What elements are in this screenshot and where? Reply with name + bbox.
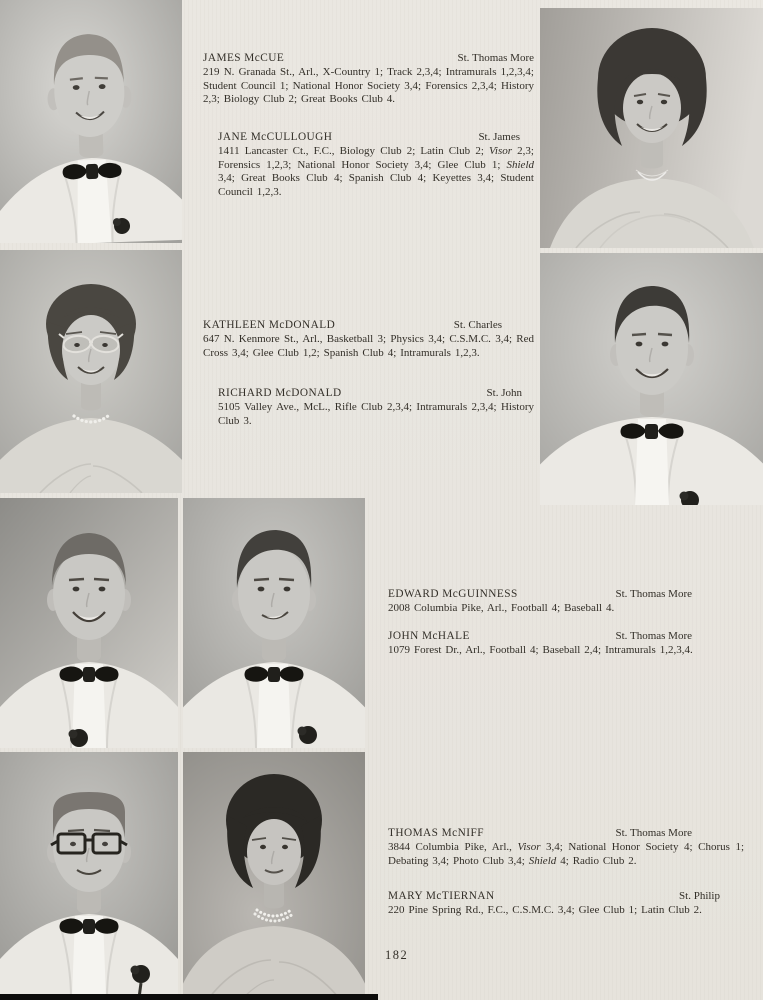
student-name: EDWARD McGUINNESS	[388, 588, 518, 600]
portrait-photo-james-mccue	[0, 0, 182, 243]
portrait-illustration	[540, 253, 763, 505]
student-details: 5105 Valley Ave., McL., Rifle Club 2,3,4; Intramurals 2,3,4; History Club 3.	[218, 401, 534, 427]
parish-name: St. Philip	[679, 890, 720, 902]
student-name: RICHARD McDONALD	[218, 387, 342, 399]
parish-name: St. Thomas More	[615, 630, 692, 642]
entry-header	[388, 827, 744, 840]
student-details: 219 N. Granada St., Arl., X-Country 1; Track 2,3,4; Intramurals 1,2,3,4; Student Council 1; National Honor Society 3,4; Forensics 2,3,4; History 2,3; Biology Club 2; Great Books Club 4.	[203, 66, 534, 106]
portrait-illustration	[0, 498, 178, 748]
entry-james-mccue	[203, 52, 534, 107]
parish-name: St. James	[478, 131, 520, 143]
portrait-photo-mary-mctiernan	[183, 752, 365, 998]
entry-header	[203, 319, 534, 332]
scan-edge-bar	[0, 994, 378, 1000]
portrait-photo-kathleen-mcdonald	[0, 250, 182, 493]
entry-header	[388, 588, 744, 601]
entry-thomas-mcniff	[388, 827, 744, 868]
page-number: 182	[385, 948, 409, 962]
student-name: KATHLEEN McDONALD	[203, 319, 336, 331]
student-name: JANE McCULLOUGH	[218, 131, 333, 143]
student-details: 2008 Columbia Pike, Arl., Football 4; Baseball 4.	[388, 602, 615, 615]
entry-header	[218, 131, 534, 144]
portrait-photo-john-mchale	[183, 498, 365, 748]
portrait-illustration	[0, 752, 178, 998]
parish-name: St. Thomas More	[457, 52, 534, 64]
student-details: 3844 Columbia Pike, Arl., Visor 3,4; National Honor Society 4; Chorus 1; Debating 3,4; Photo Club 3,4; Shield 4; Radio Club 2.	[388, 841, 744, 867]
portrait-illustration	[183, 752, 365, 998]
portrait-illustration	[0, 0, 182, 243]
parish-name: St. John	[486, 387, 522, 399]
student-name: MARY McTIERNAN	[388, 890, 495, 902]
portrait-photo-jane-mccullough	[540, 8, 763, 248]
portrait-photo-thomas-mcniff	[0, 752, 178, 998]
entry-john-mchale	[388, 630, 744, 658]
entry-header	[388, 630, 744, 643]
entry-header	[388, 890, 744, 903]
student-name: JOHN McHALE	[388, 630, 470, 642]
portrait-photo-edward-mcguinness	[0, 498, 178, 748]
student-details: 1079 Forest Dr., Arl., Football 4; Baseball 2,4; Intramurals 1,2,3,4.	[388, 644, 693, 657]
portrait-photo-richard-mcdonald	[540, 253, 763, 505]
parish-name: St. Thomas More	[615, 827, 692, 839]
student-details: 220 Pine Spring Rd., F.C., C.S.M.C. 3,4; Glee Club 1; Latin Club 2.	[388, 904, 702, 917]
portrait-illustration	[0, 250, 182, 493]
entry-header	[203, 52, 534, 65]
student-name: JAMES McCUE	[203, 52, 285, 64]
parish-name: St. Charles	[453, 319, 502, 331]
entry-header	[218, 387, 534, 400]
entry-mary-mctiernan	[388, 890, 744, 918]
parish-name: St. Thomas More	[615, 588, 692, 600]
student-name: THOMAS McNIFF	[388, 827, 484, 839]
entry-jane-mccullough	[218, 131, 534, 199]
entry-kathleen-mcdonald	[203, 319, 534, 360]
entry-edward-mcguinness	[388, 588, 744, 616]
portrait-illustration	[183, 498, 365, 748]
portrait-illustration	[540, 8, 763, 248]
student-details: 1411 Lancaster Ct., F.C., Biology Club 2; Latin Club 2; Visor 2,3; Forensics 1,2,3; National Honor Society 3,4; Glee Club 1; Shield 3,4; Great Books Club 4; Spanish Club 4; Keyettes 3,4; Student Council 1,2,3.	[218, 145, 534, 198]
entry-richard-mcdonald	[218, 387, 534, 428]
student-details: 647 N. Kenmore St., Arl., Basketball 3; Physics 3,4; C.S.M.C. 3,4; Red Cross 3,4; Glee Club 1,2; Spanish Club 4; Intramurals 1,2,3.	[203, 333, 534, 359]
